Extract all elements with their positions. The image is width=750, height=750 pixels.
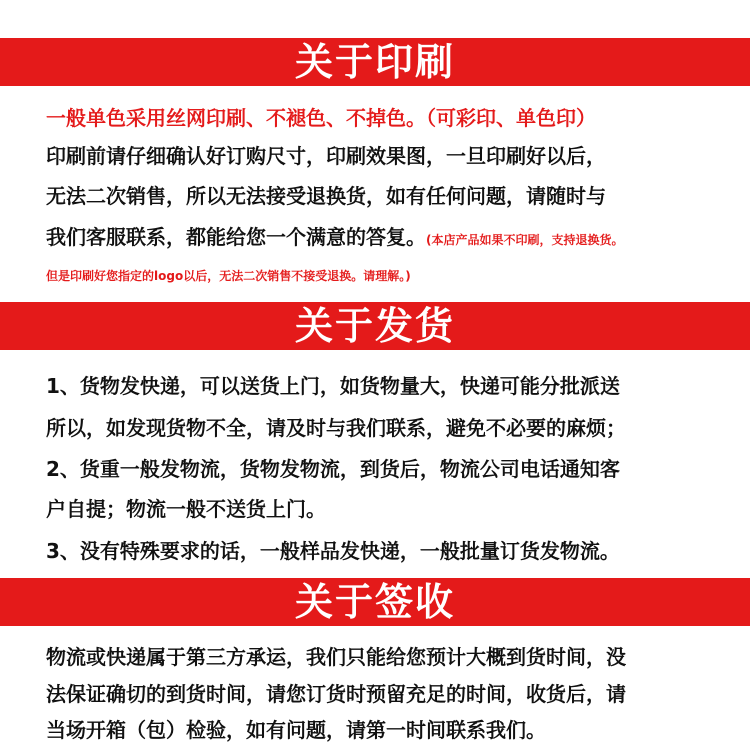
banner-receipt [0, 578, 750, 626]
printing-note-1: (本店产品如果不印刷，支持退换货。 [426, 233, 624, 247]
section-title-printing: 关于印刷 [294, 40, 455, 84]
shipping-line-5: 3、没有特殊要求的话，一般样品发快递，一般批量订货发物流。 [46, 539, 620, 563]
printing-line-4 [46, 223, 624, 254]
printing-note-2: 但是印刷好您指定的logo以后，无法二次销售不接受退换。请理解。) [46, 269, 411, 283]
shipping-line-1: 1、货物发快递，可以送货上门，如货物量大，快递可能分批派送 [46, 374, 620, 398]
receipt-line-3: 当场开箱（包）检验，如有问题，请第一时间联系我们。 [46, 718, 546, 742]
section-title-receipt: 关于签收 [294, 580, 455, 624]
printing-line-1: 一般单色采用丝网印刷、不褪色、不掉色。（可彩印、单色印） [46, 106, 596, 130]
shipping-line-2: 所以，如发现货物不全，请及时与我们联系，避免不必要的麻烦； [46, 416, 626, 440]
receipt-line-2: 法保证确切的到货时间，请您订货时预留充足的时间，收货后，请 [46, 682, 626, 706]
shipping-line-4: 户自提；物流一般不送货上门。 [46, 497, 326, 521]
printing-line-4-text: 我们客服联系，都能给您一个满意的答复。 [46, 225, 426, 249]
section-title-shipping: 关于发货 [294, 304, 455, 348]
shipping-line-3: 2、货重一般发物流，货物发物流，到货后，物流公司电话通知客 [46, 457, 620, 481]
printing-line-2: 印刷前请仔细确认好订购尺寸，印刷效果图，一旦印刷好以后， [46, 144, 606, 168]
banner-printing [0, 38, 750, 86]
printing-line-3: 无法二次销售，所以无法接受退换货，如有任何问题，请随时与 [46, 184, 606, 208]
printing-note-line [46, 259, 411, 290]
receipt-line-1: 物流或快递属于第三方承运，我们只能给您预计大概到货时间，没 [46, 645, 626, 669]
banner-shipping [0, 302, 750, 350]
